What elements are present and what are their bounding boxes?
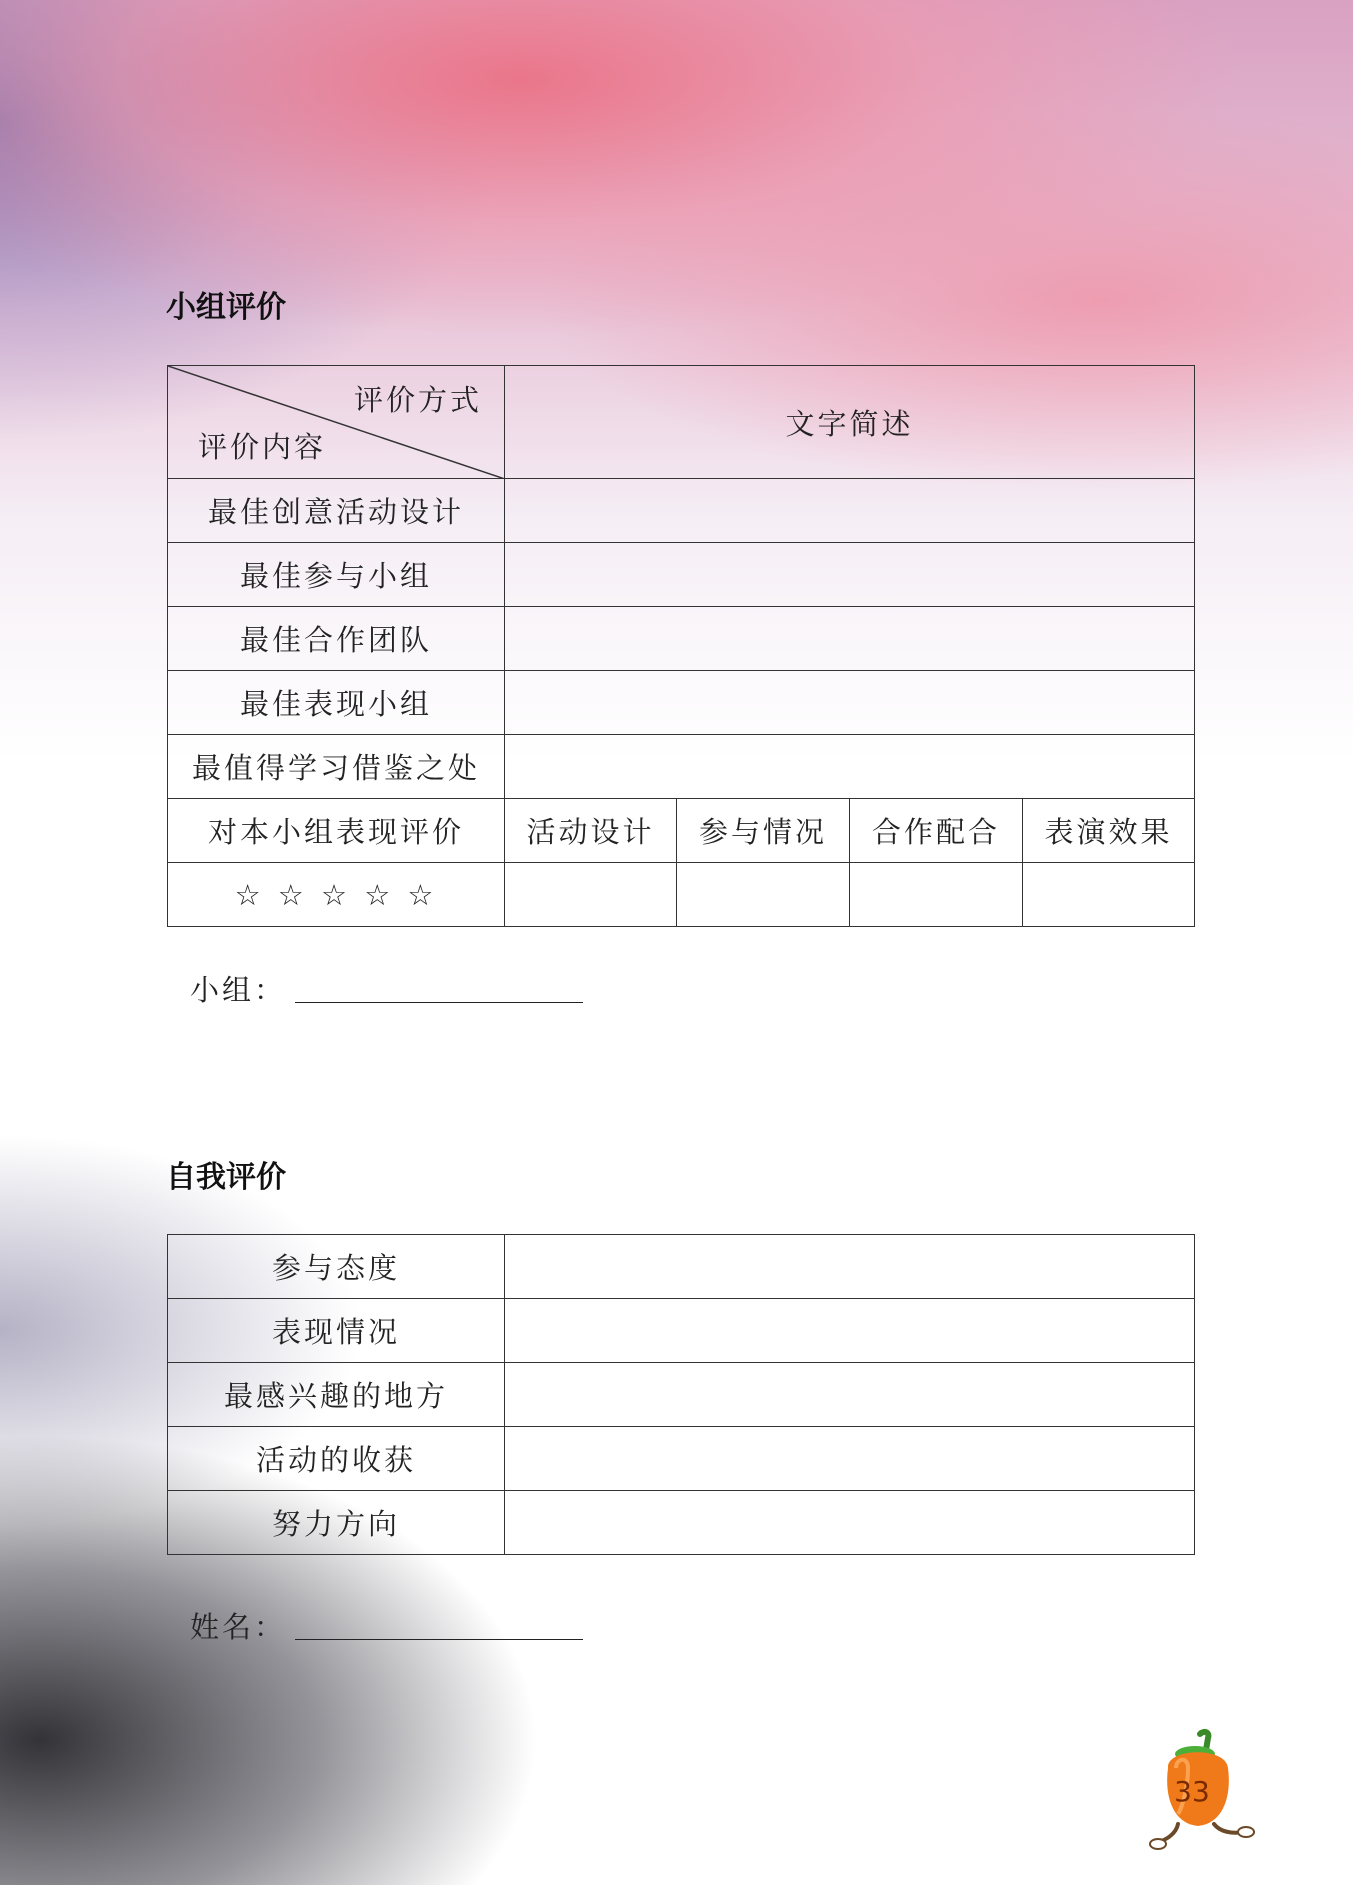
row-label: 最值得学习借鉴之处 xyxy=(168,735,505,799)
row-label: 最佳创意活动设计 xyxy=(168,479,505,543)
header-diagonal-cell xyxy=(168,366,505,479)
row-input-cell[interactable] xyxy=(505,607,1195,671)
row-label: 活动的收获 xyxy=(168,1427,505,1491)
row-label: 表现情况 xyxy=(168,1299,505,1363)
group-sign-label: 小组： xyxy=(190,973,287,1007)
row-label: 最佳参与小组 xyxy=(168,543,505,607)
group-name-field[interactable] xyxy=(295,968,583,1003)
group-eval-table xyxy=(167,365,1195,927)
page-number: 33 xyxy=(1174,1775,1210,1808)
criterion-input-cell[interactable] xyxy=(505,863,677,927)
row-label: 最感兴趣的地方 xyxy=(168,1363,505,1427)
criterion-label: 活动设计 xyxy=(505,799,677,863)
row-label: 最佳合作团队 xyxy=(168,607,505,671)
header-method-label: 评价方式 xyxy=(353,383,482,417)
row-input-cell[interactable] xyxy=(505,543,1195,607)
self-sign-label: 姓名： xyxy=(190,1610,287,1644)
criterion-label: 参与情况 xyxy=(677,799,850,863)
row-input-cell[interactable] xyxy=(505,479,1195,543)
row-input-cell[interactable] xyxy=(505,1235,1195,1299)
row-input-cell[interactable] xyxy=(505,1299,1195,1363)
criterion-input-cell[interactable] xyxy=(1023,863,1195,927)
rating-label: 对本小组表现评价 xyxy=(168,799,505,863)
row-label: 努力方向 xyxy=(168,1491,505,1555)
row-input-cell[interactable] xyxy=(505,735,1195,799)
criterion-input-cell[interactable] xyxy=(850,863,1023,927)
criterion-label: 合作配合 xyxy=(850,799,1023,863)
row-input-cell[interactable] xyxy=(505,1427,1195,1491)
self-eval-table xyxy=(167,1234,1195,1555)
criterion-label: 表演效果 xyxy=(1023,799,1195,863)
header-content-label: 评价内容 xyxy=(198,430,327,464)
row-label: 参与态度 xyxy=(168,1235,505,1299)
star-rating[interactable]: ☆ ☆ ☆ ☆ ☆ xyxy=(168,863,505,927)
row-input-cell[interactable] xyxy=(505,1491,1195,1555)
row-input-cell[interactable] xyxy=(505,1363,1195,1427)
criterion-input-cell[interactable] xyxy=(677,863,850,927)
self-eval-title: 自我评价 xyxy=(166,1160,286,1195)
self-name-field[interactable] xyxy=(295,1605,583,1640)
group-eval-title: 小组评价 xyxy=(166,290,286,325)
header-text-label: 文字简述 xyxy=(505,366,1195,479)
row-label: 最佳表现小组 xyxy=(168,671,505,735)
row-input-cell[interactable] xyxy=(505,671,1195,735)
